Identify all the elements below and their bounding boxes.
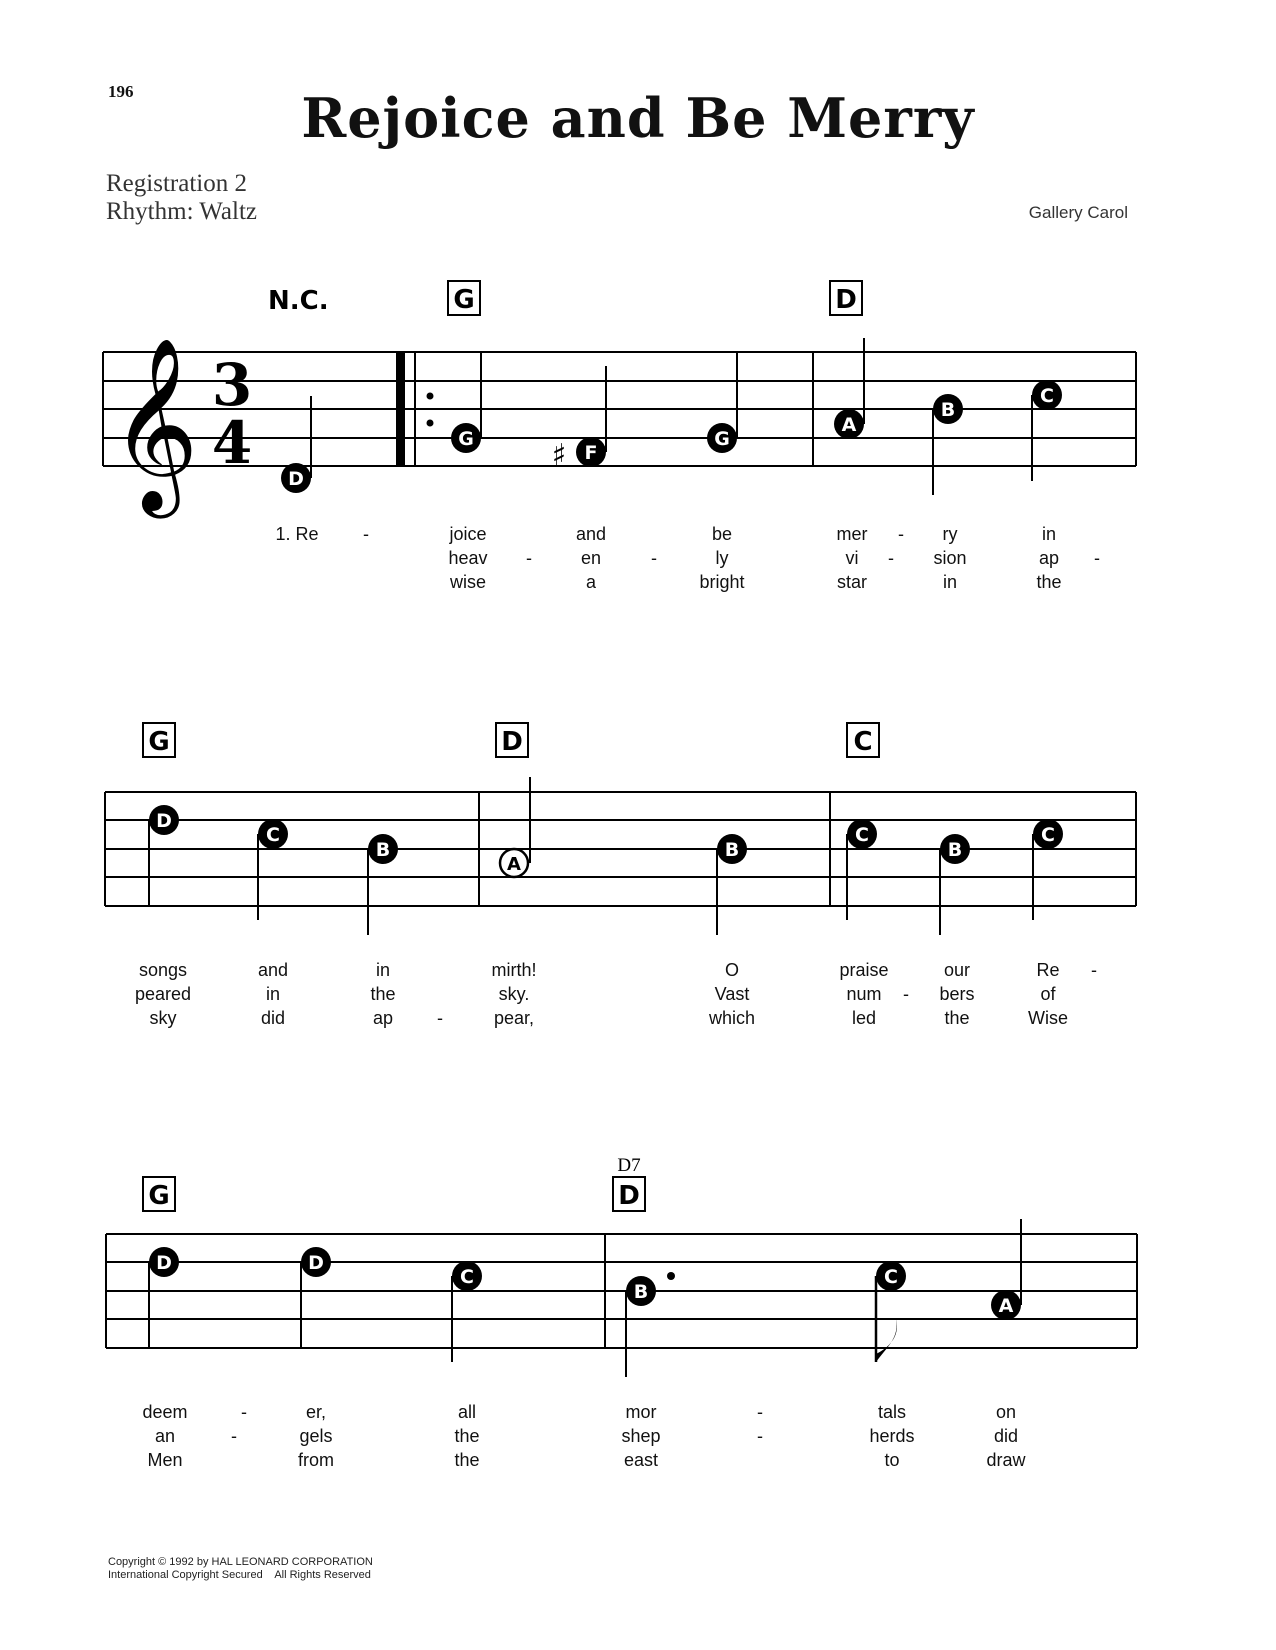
lyric-syllable: which [708, 1008, 756, 1028]
lyrics-verse-1 [139, 960, 1097, 980]
lyrics-verse-1 [275, 524, 1056, 544]
chord-label: G [148, 1181, 170, 1211]
lyric-syllable: ry [942, 524, 958, 544]
lyrics-verse-3 [150, 1008, 1069, 1028]
note [717, 834, 747, 935]
composer-credit: Gallery Carol [1028, 203, 1128, 222]
lyric-syllable: en [580, 548, 602, 568]
lyric-syllable: tals [877, 1402, 907, 1422]
lyric-syllable: er, [305, 1402, 327, 1422]
lyric-syllable: peared [134, 984, 192, 1004]
chord-box [143, 1177, 175, 1211]
lyric-syllable: sky [149, 1008, 177, 1028]
note [1033, 819, 1063, 920]
note [368, 834, 398, 935]
lyric-syllable: the [454, 1450, 480, 1470]
lyric-hyphen: - [898, 524, 904, 544]
note [281, 396, 311, 493]
music-system-3 [0, 1148, 1276, 1468]
chord-annotation: D7 [617, 1155, 641, 1176]
lyric-hyphen: - [1094, 548, 1100, 568]
eighth-note [876, 1261, 906, 1362]
svg-text:A: A [507, 854, 521, 875]
svg-text:B: B [375, 839, 391, 861]
chord-box [448, 281, 480, 315]
lyric-syllable: num [846, 984, 882, 1004]
lyric-syllable: ap [1038, 548, 1060, 568]
lyric-syllable: mor [625, 1402, 657, 1422]
svg-text:B: B [633, 1281, 649, 1303]
time-signature-bottom: 4 [211, 409, 253, 477]
lyric-syllable: Men [147, 1450, 183, 1470]
svg-text:G: G [458, 428, 474, 450]
lyric-syllable: pear, [493, 1008, 535, 1028]
sharp-accidental: ♯ [551, 438, 567, 473]
chord-label: D [501, 727, 523, 757]
lyric-syllable: wise [449, 572, 487, 592]
lyric-syllable: our [943, 960, 971, 980]
staff-svg-1 [0, 270, 1276, 592]
lyric-syllable: and [575, 524, 607, 544]
lyric-hyphen: - [231, 1426, 237, 1446]
lyric-syllable: from [298, 1450, 334, 1470]
lyric-syllable: sky. [498, 984, 530, 1004]
lyric-syllable: a [585, 572, 597, 592]
music-system-1 [0, 270, 1276, 592]
lyric-syllable: in [1041, 524, 1057, 544]
song-title: Rejoice and Be Merry [301, 86, 975, 150]
lyric-syllable: the [454, 1426, 480, 1446]
svg-text:B: B [724, 839, 740, 861]
note [149, 805, 179, 906]
lyric-syllable: all [457, 1402, 477, 1422]
lyric-syllable: 1. Re [275, 524, 319, 544]
lyric-syllable: and [257, 960, 289, 980]
chord-label: G [453, 285, 475, 315]
lyric-syllable: in [375, 960, 391, 980]
chord-label: D [835, 285, 857, 315]
lyric-hyphen: - [363, 524, 369, 544]
chord-box [613, 1177, 645, 1211]
lyric-syllable: Re [1036, 960, 1060, 980]
lyric-syllable: east [623, 1450, 659, 1470]
lyric-syllable: to [884, 1450, 900, 1470]
lyric-syllable: star [836, 572, 868, 592]
lyric-syllable: herds [869, 1426, 915, 1446]
note [451, 352, 481, 453]
lyric-syllable: of [1040, 984, 1056, 1004]
svg-text:C: C [1040, 385, 1054, 407]
svg-text:D: D [156, 810, 172, 832]
chord-box [143, 723, 175, 757]
lyric-syllable: Vast [714, 984, 750, 1004]
svg-text:B: B [947, 839, 963, 861]
lyric-syllable: heav [448, 548, 488, 568]
lyric-syllable: gels [299, 1426, 333, 1446]
lyric-hyphen: - [888, 548, 894, 568]
lyric-syllable: led [851, 1008, 877, 1028]
svg-text:B: B [940, 399, 956, 421]
time-signature-top: 3 [211, 351, 253, 419]
rhythm-label: Rhythm: Waltz [106, 198, 257, 225]
svg-text:C: C [266, 824, 280, 846]
lyric-syllable: deem [142, 1402, 188, 1422]
staff-svg-2 [0, 706, 1276, 1026]
lyric-syllable: in [942, 572, 958, 592]
lyric-syllable: draw [986, 1450, 1026, 1470]
lyric-syllable: bers [939, 984, 975, 1004]
lyric-syllable: O [724, 960, 740, 980]
chord-label: G [148, 727, 170, 757]
treble-clef-icon: 𝄞 [110, 337, 199, 511]
lyric-syllable: Wise [1028, 1008, 1068, 1028]
chord-symbol: N.C. [268, 286, 329, 316]
note [847, 819, 877, 920]
lyric-syllable: praise [839, 960, 889, 980]
lyrics-verse-2 [448, 548, 1100, 568]
lyric-hyphen: - [241, 1402, 247, 1422]
staff-lines [103, 352, 1136, 466]
lyric-syllable: the [944, 1008, 970, 1028]
lyric-syllable: vi [845, 548, 859, 568]
lyric-hyphen: - [757, 1402, 763, 1422]
copyright-line: International Copyright Secured All Rights Reserved [108, 1569, 371, 1581]
lyric-syllable: ap [372, 1008, 394, 1028]
staff-svg-3 [0, 1148, 1276, 1468]
lyrics-verse-3 [147, 1450, 1026, 1470]
note [707, 352, 737, 453]
lyric-syllable: did [993, 1426, 1019, 1446]
svg-text:C: C [855, 824, 869, 846]
lyrics-verse-1 [142, 1402, 1016, 1422]
svg-text:D: D [156, 1252, 172, 1274]
note [940, 834, 970, 935]
note [834, 338, 864, 439]
registration-info [106, 170, 257, 226]
note [452, 1261, 482, 1362]
svg-text:C: C [460, 1266, 474, 1288]
lyrics-verse-2 [135, 984, 1057, 1004]
dotted-note [626, 1272, 675, 1377]
svg-text:G: G [714, 428, 730, 450]
svg-text:D: D [288, 468, 304, 490]
lyric-syllable: bright [699, 572, 745, 592]
lyric-hyphen: - [1091, 960, 1097, 980]
chord-box [830, 281, 862, 315]
note [258, 819, 288, 920]
lyric-syllable: sion [933, 548, 967, 568]
svg-text:A: A [841, 414, 857, 436]
lyric-hyphen: - [757, 1426, 763, 1446]
registration-label: Registration 2 [106, 170, 247, 197]
lyric-syllable: mirth! [491, 960, 537, 980]
svg-text:F: F [584, 442, 598, 464]
lyric-hyphen: - [526, 548, 532, 568]
note [149, 1247, 179, 1348]
note [933, 394, 963, 495]
lyric-hyphen: - [437, 1008, 443, 1028]
chord-label: C [853, 727, 873, 757]
lyric-syllable: in [265, 984, 281, 1004]
lyric-syllable: ly [715, 548, 729, 568]
staff-lines [106, 1234, 1137, 1348]
lyric-syllable: on [995, 1402, 1017, 1422]
music-system-2 [0, 706, 1276, 1026]
lyric-syllable: songs [138, 960, 188, 980]
svg-text:C: C [1041, 824, 1055, 846]
lyric-syllable: be [711, 524, 733, 544]
lyrics-verse-2 [155, 1426, 1018, 1446]
lyric-hyphen: - [651, 548, 657, 568]
copyright-line: Copyright © 1992 by HAL LEONARD CORPORATION [108, 1556, 373, 1568]
lyric-syllable: mer [836, 524, 868, 544]
page-number: 196 [108, 82, 134, 101]
chord-label: D [618, 1181, 640, 1211]
svg-text:C: C [884, 1266, 898, 1288]
lyric-syllable: did [260, 1008, 286, 1028]
svg-text:A: A [998, 1295, 1014, 1317]
lyric-hyphen: - [903, 984, 909, 1004]
lyric-syllable: shep [621, 1426, 661, 1446]
lyrics-verse-3 [449, 572, 1062, 592]
svg-text:D: D [308, 1252, 324, 1274]
lyric-syllable: the [370, 984, 396, 1004]
chord-box [496, 723, 528, 757]
note [301, 1247, 331, 1348]
copyright-notice [108, 1556, 373, 1582]
lyric-syllable: joice [449, 524, 487, 544]
chord-box [847, 723, 879, 757]
lyric-syllable: an [154, 1426, 176, 1446]
staff-lines [105, 792, 1136, 906]
lyric-syllable: the [1036, 572, 1062, 592]
